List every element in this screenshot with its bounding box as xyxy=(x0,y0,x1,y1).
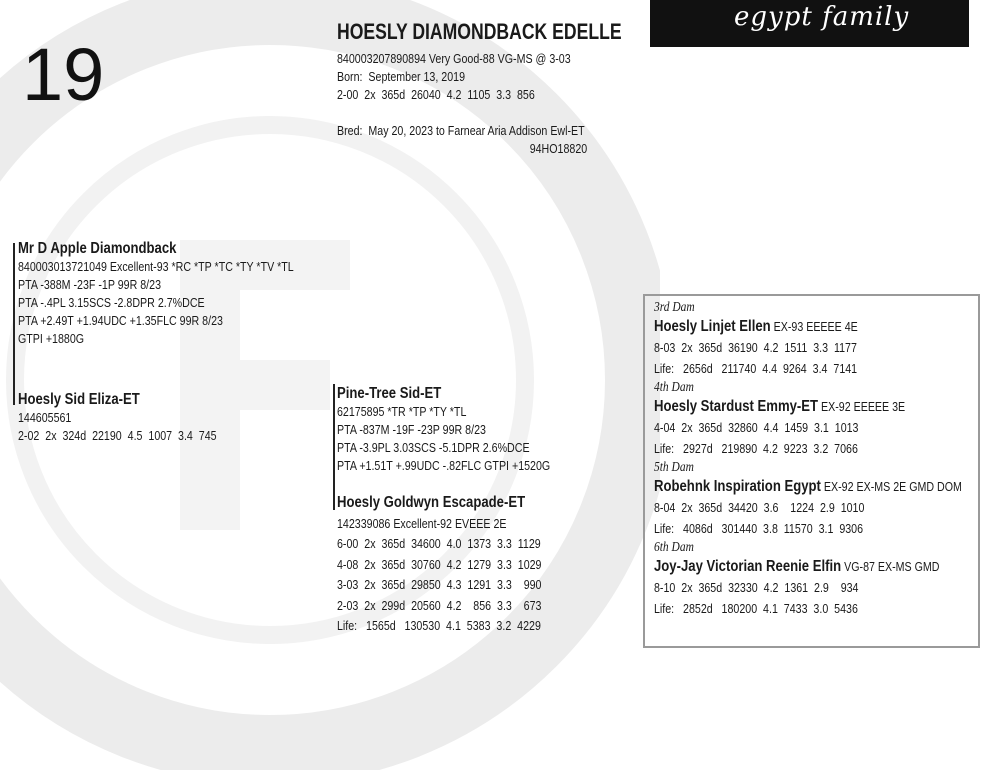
sire-line-1: 840003013721049 Excellent-93 *RC *TP *TC *TY *TV *TL xyxy=(18,259,294,274)
dam-score-6: VG-87 EX-MS GMD xyxy=(841,559,940,574)
mgs-line-4: PTA +1.51T +.99UDC -.82FLC GTPI +1520G xyxy=(337,458,551,473)
dam-record-3a: 8-03 2x 365d 36190 4.2 1511 3.3 1177 xyxy=(654,340,857,355)
granddam-line-2: 6-00 2x 365d 34600 4.0 1373 3.3 1129 xyxy=(337,536,541,551)
sire-block xyxy=(18,240,294,348)
dam-record-5b: Life: 4086d 301440 3.8 11570 3.1 9306 xyxy=(654,521,864,536)
animal-registration: 840003207890894 Very Good-88 VG-MS @ 3-03 xyxy=(337,51,571,66)
dam-record-5a: 8-04 2x 365d 34420 3.6 1224 2.9 1010 xyxy=(654,500,865,515)
dam-label-4: 4th Dam xyxy=(654,380,694,395)
dam-score-3: EX-93 EEEEE 4E xyxy=(770,319,858,334)
dam-label-5: 5th Dam xyxy=(654,460,694,475)
sire-name: Mr D Apple Diamondback xyxy=(18,240,177,257)
mgs-line-3: PTA -3.9PL 3.03SCS -5.1DPR 2.6%DCE xyxy=(337,440,530,455)
granddam-line-3: 4-08 2x 365d 30760 4.2 1279 3.3 1029 xyxy=(337,556,542,572)
granddam-name: Hoesly Goldwyn Escapade-ET xyxy=(337,494,526,511)
pedigree-line-mgs-granddam xyxy=(333,384,335,510)
dam-line-2: 2-02 2x 324d 22190 4.5 1007 3.4 745 xyxy=(18,428,217,443)
dam-name-5: Robehnk Inspiration Egypt xyxy=(654,478,821,495)
dam-record-4b: Life: 2927d 219890 4.2 9223 3.2 7066 xyxy=(654,441,858,456)
granddam-line-5: 2-03 2x 299d 20560 4.2 856 3.3 673 xyxy=(337,597,542,613)
sire-line-2: PTA -388M -23F -1P 99R 8/23 xyxy=(18,277,162,292)
dam-block xyxy=(18,391,217,445)
dam-score-5: EX-92 EX-MS 2E GMD DOM xyxy=(820,479,962,494)
granddam-block xyxy=(337,493,541,637)
mgs-line-2: PTA -837M -19F -23P 99R 8/23 xyxy=(337,422,486,437)
family-banner xyxy=(650,0,969,47)
animal-info xyxy=(337,50,587,158)
granddam-line-1: 142339086 Excellent-92 EVEEE 2E xyxy=(337,515,507,531)
sire-line-3: PTA -.4PL 3.15SCS -2.8DPR 2.7%DCE xyxy=(18,295,205,310)
dam-record-6b: Life: 2852d 180200 4.1 7433 3.0 5436 xyxy=(654,601,858,616)
mgs-block xyxy=(337,385,550,475)
lot-number: 19 xyxy=(22,33,105,116)
family-label: egypt family xyxy=(734,2,910,32)
sire-line-5: GTPI +1880G xyxy=(18,331,85,346)
animal-name: HOESLY DIAMONDBACK EDELLE xyxy=(337,19,622,44)
extended-dams-list xyxy=(654,299,962,619)
mgs-name: Pine-Tree Sid-ET xyxy=(337,385,442,402)
dam-name-3: Hoesly Linjet Ellen xyxy=(654,318,771,335)
animal-record: 2-00 2x 365d 26040 4.2 1105 3.3 856 xyxy=(337,87,535,102)
bred-info: Bred: May 20, 2023 to Farnear Aria Addison Ewl-ET xyxy=(337,123,585,138)
animal-birthdate: Born: September 13, 2019 xyxy=(337,69,466,84)
pedigree-line-sire-dam xyxy=(13,243,15,405)
dam-record-3b: Life: 2656d 211740 4.4 9264 3.4 7141 xyxy=(654,361,858,376)
dam-record-4a: 4-04 2x 365d 32860 4.4 1459 3.1 1013 xyxy=(654,420,859,435)
mgs-line-1: 62175895 *TR *TP *TY *TL xyxy=(337,404,467,419)
dam-name: Hoesly Sid Eliza-ET xyxy=(18,391,140,408)
sire-line-4: PTA +2.49T +1.94UDC +1.35FLC 99R 8/23 xyxy=(18,313,223,328)
bred-sire-code: 94HO18820 xyxy=(529,141,588,156)
dam-label-6: 6th Dam xyxy=(654,540,694,555)
granddam-line-6: Life: 1565d 130530 4.1 5383 3.2 4229 xyxy=(337,618,541,633)
dam-label-3: 3rd Dam xyxy=(654,300,695,315)
dam-record-6a: 8-10 2x 365d 32330 4.2 1361 2.9 934 xyxy=(654,580,859,595)
granddam-line-4: 3-03 2x 365d 29850 4.3 1291 3.3 990 xyxy=(337,577,542,592)
dam-name-4: Hoesly Stardust Emmy-ET xyxy=(654,398,819,415)
dam-score-4: EX-92 EEEEE 3E xyxy=(818,399,906,414)
dam-name-6: Joy-Jay Victorian Reenie Elfin xyxy=(654,558,842,575)
dam-line-1: 144605561 xyxy=(18,410,72,425)
